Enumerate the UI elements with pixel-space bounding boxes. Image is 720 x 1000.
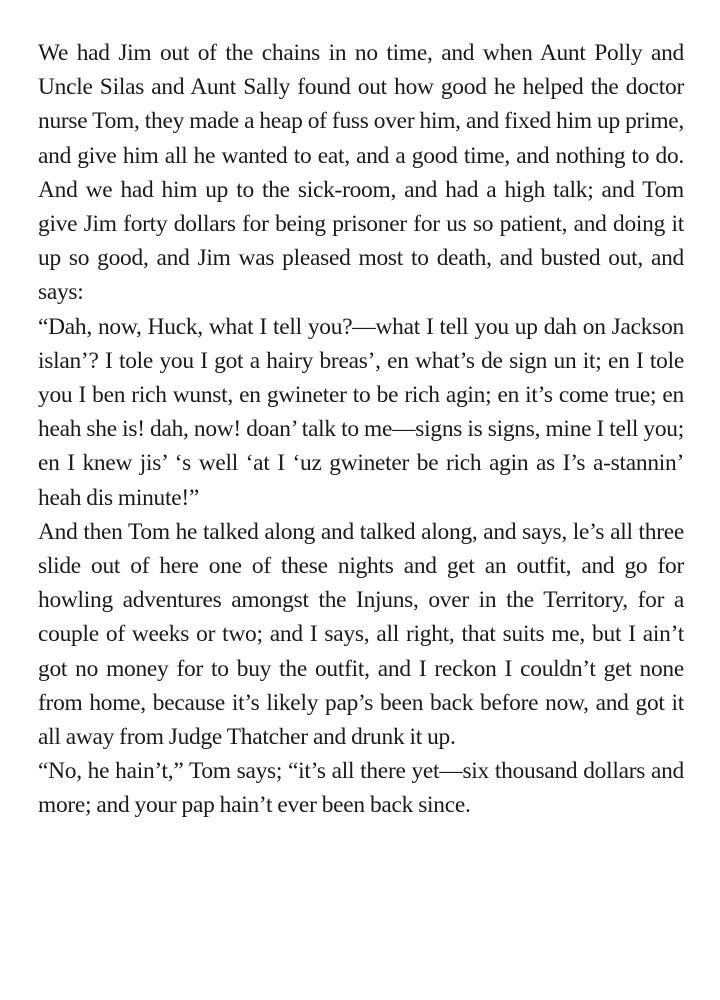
paragraph-tom-plan: And then Tom he talked along and talked along, and says, le’s all three slide out of here one of these nights and get an outfit, and go for howling adventures amongst the Injuns, over in the Territory, for a couple of weeks or two; and I says, all right, that suits me, but I ain’t got no money for to buy the outfit, and I reckon I couldn’t get none from home, because it’s likely pap’s been back before now, and got it all away from Judge Thatcher and drunk it up. — [38, 518, 684, 751]
paragraph-tom-reply: “No, he hain’t,” Tom says; “it’s all there yet—six thousand dollars and more; and your pap hain’t ever been back since. — [38, 758, 684, 819]
paragraph-jim-freed: We had Jim out of the chains in no time, and when Aunt Polly and Uncle Silas and Aunt Sally found out how good he helped the doctor nurse Tom, they made a heap of fuss over him, and fixed him up prime, and give him all he wanted to eat, and a good time, and nothing to do. And we had him up to the sick-room, and had a high talk; and Tom give Jim forty dollars for being prisoner for us so patient, and doing it up so good, and Jim was pleased most to death, and busted out, and says: — [38, 40, 684, 306]
paragraph-jim-speech: “Dah, now, Huck, what I tell you?—what I tell you up dah on Jackson islan’? I tole you I got a hairy breas’, en what’s de sign un it; en I tole you I ben rich wunst, en gwineter to be rich agin; en it’s come true; en heah she is! dah, now! doan’ talk to me—signs is signs, mine I tell you; en I knew jis’ ‘s well ‘at I ‘uz gwineter be rich agin as I’s a-stannin’ heah dis minute!” — [38, 313, 684, 511]
page-body — [38, 36, 684, 823]
